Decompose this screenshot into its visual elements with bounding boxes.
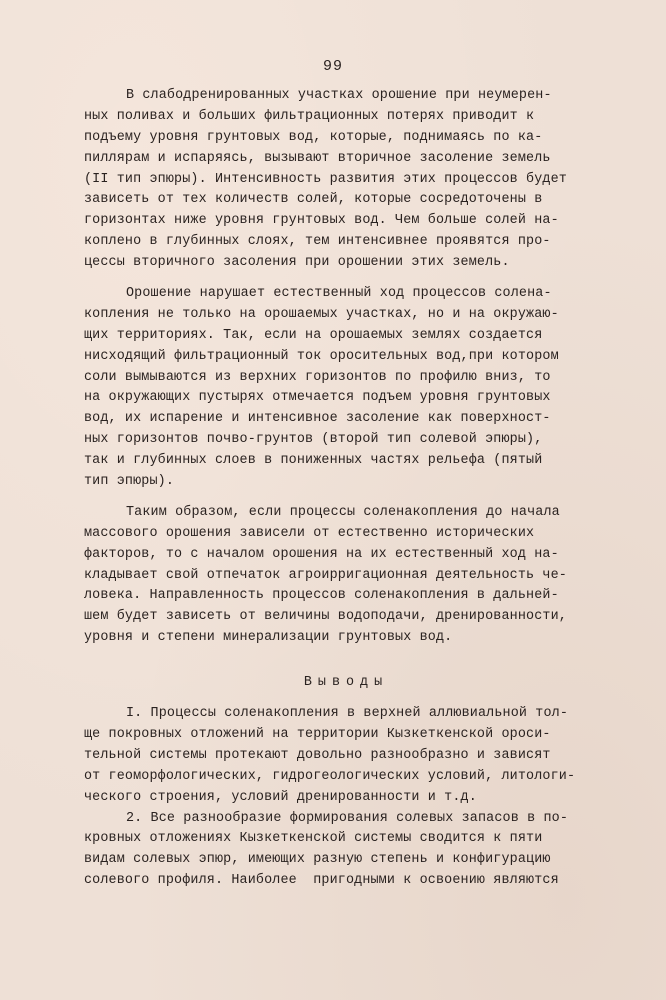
paragraph-gap	[84, 274, 594, 284]
text-line: подъему уровня грунтовых вод, которые, поднимаясь по ка-	[84, 129, 543, 145]
text-line: горизонтах ниже уровня грунтовых вод. Чем больше солей на-	[84, 213, 559, 229]
conclusion-item-2	[84, 809, 594, 893]
text-line: кладывает свой отпечаток агроирригационная деятельность че-	[84, 567, 567, 583]
text-line: 2. Все разнообразие формирования солевых запасов в по-	[126, 810, 569, 826]
paragraph-summary	[84, 503, 594, 649]
paragraph-secondary-salinization	[84, 86, 594, 274]
text-line: факторов, то с началом орошения на их естественный ход на-	[84, 546, 559, 562]
paragraph-irrigation-effects	[84, 284, 594, 493]
text-line: пиллярам и испаряясь, вызывают вторичное засоление земель	[84, 150, 551, 166]
conclusion-item-1	[84, 704, 594, 808]
conclusions-heading: Выводы	[303, 675, 389, 691]
heading-gap	[84, 694, 594, 704]
section-gap	[84, 649, 594, 673]
text-line: вод, их испарение и интенсивное засоление как поверхност-	[84, 411, 551, 427]
text-line: уровня и степени минерализации грунтовых вод.	[84, 630, 453, 646]
text-line: тип эпюры).	[84, 474, 175, 490]
text-line: Таким образом, если процессы соленакопления до начала	[126, 504, 560, 520]
text-line: коплено в глубинных слоях, тем интенсивнее проявятся про-	[84, 234, 551, 250]
text-line: тельной системы протекают довольно разнообразно и зависят	[84, 747, 551, 763]
text-line: Орошение нарушает естественный ход процессов солена-	[126, 286, 552, 302]
page-number: 99	[322, 58, 343, 75]
text-line: на окружающих пустырях отмечается подъем уровня грунтовых	[84, 390, 551, 406]
text-line: видам солевых эпюр, имеющих разную степень и конфигурацию	[84, 852, 551, 868]
text-line: нисходящий фильтрационный ток оросительных вод,при котором	[84, 348, 559, 364]
text-line: кровных отложениях Кызкеткенской системы сводится к пяти	[84, 831, 543, 847]
text-line: массового орошения зависели от естественно исторических	[84, 525, 535, 541]
text-line: копления не только на орошаемых участках, но и на окружаю-	[84, 306, 559, 322]
text-line: солевого профиля. Наиболее пригодными к освоению являются	[84, 873, 559, 889]
document-body	[84, 86, 594, 892]
text-line: ных горизонтов почво-грунтов (второй тип солевой эпюры),	[84, 432, 543, 448]
text-line: ловека. Направленность процессов соленакопления в дальней-	[84, 588, 559, 604]
text-line: ще покровных отложений на территории Кызкеткенской ороси-	[84, 726, 551, 742]
text-line: щих территориях. Так, если на орошаемых землях создается	[84, 327, 543, 343]
text-line: В слабодренированных участках орошение при неумерен-	[126, 88, 552, 103]
text-line: ческого строения, условий дренированности и т.д.	[84, 789, 477, 805]
text-line: так и глубинных слоев в пониженных частях рельефа (пятый	[84, 453, 543, 469]
text-line: соли вымываются из верхних горизонтов по профилю вниз, то	[84, 369, 551, 385]
text-line: (II тип эпюры). Интенсивность развития этих процессов будет	[84, 171, 567, 187]
paragraph-gap	[84, 493, 594, 503]
text-line: зависеть от тех количеств солей, которые сосредоточены в	[84, 192, 543, 208]
text-line: шем будет зависеть от величины водоподачи, дренированности,	[84, 609, 567, 625]
text-line: цессы вторичного засоления при орошении этих земель.	[84, 255, 510, 271]
text-line: ных поливах и больших фильтрационных потерях приводит к	[84, 108, 535, 124]
text-line: I. Процессы соленакопления в верхней аллювиальной тол-	[126, 706, 569, 722]
text-line: от геоморфологических, гидрогеологических условий, литологи-	[84, 768, 576, 784]
